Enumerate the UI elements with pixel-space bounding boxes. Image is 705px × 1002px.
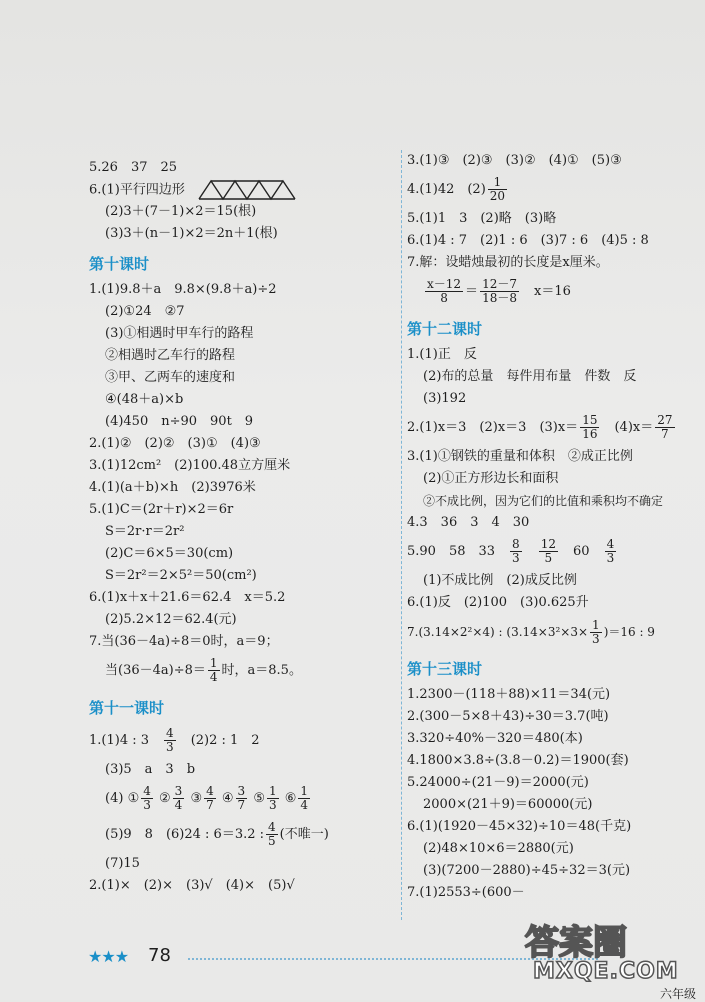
answer-line: 1.(1)9.8＋a 9.8×(9.8＋a)÷2 [89,282,277,297]
fraction: $\frac{x-12}{8}$ [427,277,462,305]
answer-line: 5.26 37 25 [89,160,178,175]
triangle-strip-figure [197,179,297,201]
answer-line: 7.(1)2553÷(600－ [407,885,525,900]
left-column [89,157,394,897]
answer-line: 2.(1)x＝3 (2)x＝3 (3)x＝ $\frac{15}{16}$ (4)x＝ $\frac{27}{7}$ [407,413,673,441]
answer-line: 4.3 36 3 4 30 [407,515,530,530]
answer-line: 6.(1)x＋x＋21.6＝62.4 x＝5.2 [89,590,286,605]
answer-line: (4)450 n÷90 90t 9 [105,414,254,429]
answer-line: 6.(1)4 : 7 (2)1 : 6 (3)7 : 6 (4)5 : 8 [407,233,649,248]
answer-line: (2)5.2×12＝62.4(元) [105,612,237,627]
answer-line: 5.90 58 33 $\frac{8}{3}$ $\frac{12}{5}$ 60 $\frac{4}{3}$ [407,537,615,565]
column-divider [401,150,402,920]
answer-line: (4) ① $\frac{4}{3}$ ② $\frac{3}{4}$ ③ $\frac{4}{7}$ ④ $\frac{3}{7}$ ⑤ $\frac{1}{3}$ ⑥ $\frac{1}{4}$ [105,784,309,812]
answer-line: (3)①相遇时甲车行的路程 [105,326,254,341]
answer-line: 4.1800×3.8÷(3.8－0.2)＝1900(套) [407,753,629,768]
right-column [407,150,705,904]
fraction: $\frac{1}{4}$ [300,784,309,812]
fraction: $\frac{1}{3}$ [268,784,277,812]
fraction: $\frac{12}{5}$ [540,537,556,565]
watermark-url: MXQE.COM [533,959,679,984]
fraction: $\frac{3}{7}$ [237,784,246,812]
answer-line: (7)15 [105,856,140,871]
option-marker: ⑥ [284,791,297,806]
answer-line: 6.(1)平行四边形 [89,179,394,201]
answer-line: S＝2r·r＝2r² [105,524,185,539]
answer-line: ④(48＋a)×b [105,392,184,407]
answer-line: $\frac{x-12}{8}$ ＝ $\frac{12-7}{18-8}$ x＝16 [427,277,571,305]
grade-label: 六年级 [660,987,697,1001]
answer-line: 7.(3.14×2²×4) : (3.14×3²×3× $\frac{1}{3}$ )＝16 : 9 [407,618,655,646]
answer-line: 2.(1)② (2)② (3)① (4)③ [89,436,261,451]
answer-line: 3.320÷40%－320＝480(本) [407,731,583,746]
section-heading-lesson-10: 第十课时 [89,255,150,273]
answer-line: (3)5 a 3 b [105,762,196,777]
watermark-logo [525,915,700,995]
answer-line: 3.(1)12cm² (2)100.48立方厘米 [89,458,291,473]
fraction: $\frac{4}{3}$ [143,784,151,812]
answer-line: 2.(1)× (2)× (3)√ (4)× (5)√ [89,878,295,893]
answer-line: (2)①24 ②7 [105,304,185,319]
answer-line: 4.(1)42 (2) $\frac{1}{20}$ [407,175,506,203]
star-icon: ★★★ [88,947,129,966]
fraction: $\frac{4}{7}$ [206,784,214,812]
fraction: $\frac{8}{3}$ [512,537,520,565]
answer-line: (1)不成比例 (2)成反比例 [423,573,577,588]
answer-line: 2000×(21＋9)＝60000(元) [423,797,593,812]
answer-line: 5.(1)C＝(2r＋r)×2＝6r [89,502,234,517]
option-marker: ③ [190,791,203,806]
answer-line: S＝2r²＝2×5²＝50(cm²) [105,568,257,583]
answer-line: 2.(300－5×8＋43)÷30＝3.7(吨) [407,709,609,724]
answer-line: 6.(1)反 (2)100 (3)0.625升 [407,595,589,610]
answer-line: (3)(7200－2880)÷45÷32＝3(元) [423,863,631,878]
fraction: $\frac{4}{5}$ [268,820,276,848]
option-marker: ② [159,791,171,806]
answer-line: (2)3＋(7－1)×2＝15(根) [105,204,257,219]
page-number: 78 [148,945,171,966]
fraction: $\frac{3}{4}$ [174,784,183,812]
answer-line: 7.解：设蜡烛最初的长度是x厘米。 [407,255,609,270]
answer-line: (5)9 8 (6)24 : 6＝3.2 : $\frac{4}{5}$ (不唯一) [105,820,329,848]
fraction: $\frac{4}{3}$ [166,726,174,754]
section-heading-lesson-12: 第十二课时 [407,320,483,338]
answer-line: (2)C＝6×5＝30(cm) [105,546,234,561]
answer-line: 7.当(36－4a)÷8＝0时，a＝9； [89,634,279,649]
option-marker: ① [127,791,140,806]
answer-line: 3.(1)③ (2)③ (3)② (4)① (5)③ [407,153,622,168]
answer-line: 4.(1)(a＋b)×h (2)3976米 [89,480,256,495]
section-heading-lesson-11: 第十一课时 [89,699,165,717]
answer-line: 5.24000÷(21－9)＝2000(元) [407,775,589,790]
answer-line: (3)3＋(n－1)×2＝2n＋1(根) [105,226,278,241]
fraction: $\frac{4}{3}$ [606,537,615,565]
answer-line: ②相遇时乙车行的路程 [105,348,236,363]
option-marker: ④ [221,791,234,806]
fraction: $\frac{1}{3}$ [592,618,600,646]
answer-line: (2)①正方形边长和面积 [423,471,559,486]
answer-line: 1.(1)4 : 3 $\frac{4}{3}$ (2)2 : 1 2 [89,726,260,754]
fraction: $\frac{15}{16}$ [582,413,598,441]
fraction: $\frac{1}{20}$ [489,175,506,203]
answer-line: 当(36－4a)÷8＝ $\frac{1}{4}$ 时，a＝8.5。 [105,656,302,684]
fraction: $\frac{12-7}{18-8}$ [482,277,517,305]
watermark-text: 答案圈 [525,923,627,963]
option-marker: ⑤ [253,791,265,806]
answer-line: ③甲、乙两车的速度和 [105,370,236,385]
answer-line: (2)48×10×6＝2880(元) [423,841,574,856]
answer-line: 1.2300－(118＋88)×11＝34(元) [407,687,611,702]
answer-line: 6.(1)(1920－45×32)÷10＝48(千克) [407,819,632,834]
answer-line: ②不成比例，因为它们的比值和乘积均不确定 [423,494,664,508]
answer-line: 5.(1)1 3 (2)略 (3)略 [407,211,557,226]
section-heading-lesson-13: 第十三课时 [407,660,483,678]
answer-line: 1.(1)正 反 [407,347,477,362]
answer-line: (2)布的总量 每件用布量 件数 反 [423,369,637,384]
fraction: $\frac{27}{7}$ [657,413,673,441]
answer-line: (3)192 [423,391,467,406]
fraction: $\frac{1}{4}$ [209,656,218,684]
answer-line: 3.(1)①钢铁的重量和体积 ②成正比例 [407,449,633,464]
